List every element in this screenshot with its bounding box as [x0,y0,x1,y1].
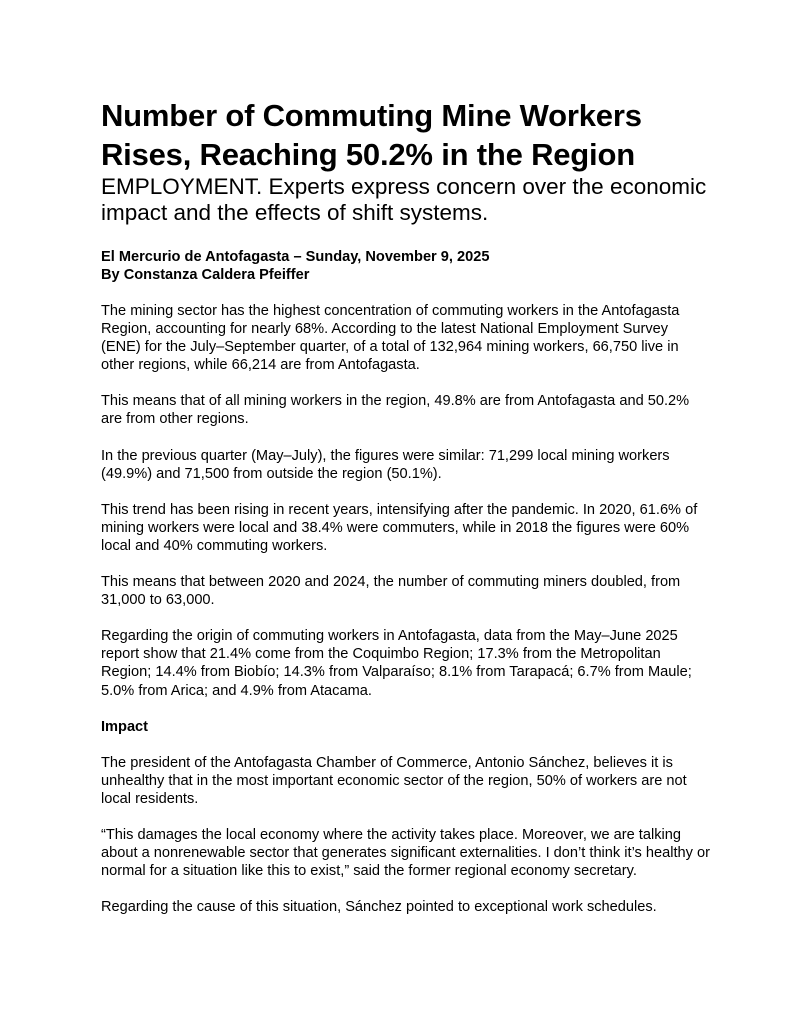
byline [101,248,711,284]
paragraph: Regarding the origin of commuting workers in Antofagasta, data from the May–June 2025 report show that 21.4% come from the Coquimbo Region; 17.3% from the Metropolitan Region; 14.4% from Biobío; 14.3% from Valparaíso; 8.1% from Tarapacá; 6.7% from Maule; 5.0% from Arica; and 4.9% from Atacama. [101,628,692,699]
dateline: El Mercurio de Antofagasta – Sunday, November 9, 2025 [101,249,490,265]
paragraph: Regarding the cause of this situation, Sánchez pointed to exceptional work schedules. [101,899,657,916]
author: By Constanza Caldera Pfeiffer [101,267,310,283]
paragraph: This means that between 2020 and 2024, the number of commuting miners doubled, from 31,000 to 63,000. [101,574,681,609]
article-body [101,302,711,916]
paragraph: This means that of all mining workers in the region, 49.8% are from Antofagasta and 50.2% are from other regions. [101,393,690,428]
paragraph: The mining sector has the highest concentration of commuting workers in the Antofagasta Region, accounting for nearly 68%. According to the latest National Employment Survey (ENE) for the July–September quarter, of a total of 132,964 mining workers, 66,750 live in other regions, while 66,214 are from Antofagasta. [101,303,680,374]
paragraph: This trend has been rising in recent years, intensifying after the pandemic. In 2020, 61.6% of mining workers were local and 38.4% were commuters, while in 2018 the figures were 60% local and 40% commuting workers. [101,501,698,554]
article-headline: Number of Commuting Mine Workers Rises, Reaching 50.2% in the Region [101,98,642,172]
section-heading: Impact [101,718,149,735]
article-subheadline: EMPLOYMENT. Experts express concern over the economic impact and the effects of shift systems. [101,174,707,225]
paragraph: “This damages the local economy where the activity takes place. Moreover, we are talking about a nonrenewable sector that generates significant externalities. I don’t think it’s healthy or normal for a situation like this to exist,” said the former regional economy secretary. [101,826,710,880]
paragraph: The president of the Antofagasta Chamber of Commerce, Antonio Sánchez, believes it is unhealthy that in the most important economic sector of the region, 50% of workers are not local residents. [101,754,687,807]
article [101,96,711,934]
paragraph: In the previous quarter (May–July), the figures were similar: 71,299 local mining workers (49.9%) and 71,500 from outside the region (50.1%). [101,447,670,482]
